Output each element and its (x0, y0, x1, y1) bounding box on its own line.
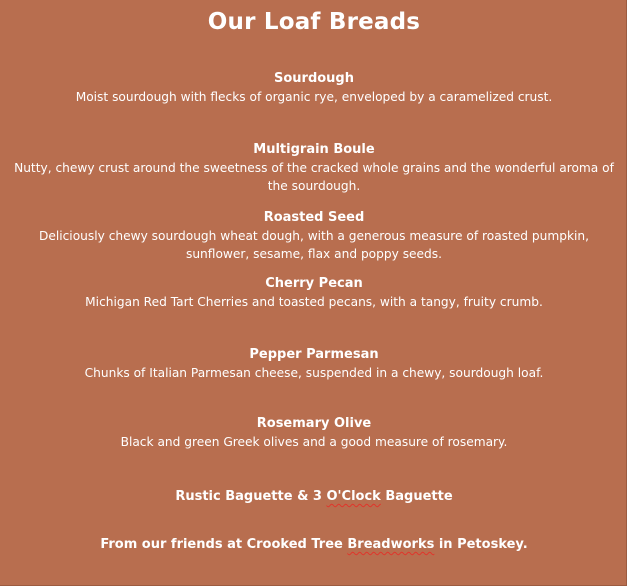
baguette-line (0, 488, 628, 506)
credit-suffix: in Petoskey. (434, 537, 528, 552)
bread-name: Multigrain Boule (253, 142, 375, 157)
credit-line (0, 536, 628, 554)
bread-description: Nutty, chewy crust around the sweetness of the cracked whole grains and the wonderful aroma of the sourdough. (14, 161, 614, 193)
baguette-prefix: Rustic Baguette & 3 (175, 489, 327, 504)
spellcheck-flagged-word: O'Clock (326, 489, 381, 504)
bread-item-roasted-seed (10, 209, 618, 263)
bread-description: Chunks of Italian Parmesan cheese, suspended in a chewy, sourdough loaf. (84, 366, 544, 380)
bread-description: Michigan Red Tart Cherries and toasted pecans, with a tangy, fruity crumb. (85, 295, 543, 309)
bread-item-multigrain-boule (10, 141, 618, 195)
bread-name: Roasted Seed (263, 210, 365, 225)
bread-name: Pepper Parmesan (249, 347, 379, 362)
spellcheck-flagged-word: Breadworks (347, 537, 435, 552)
bread-name: Cherry Pecan (265, 276, 363, 291)
bread-description: Black and green Greek olives and a good measure of rosemary. (120, 435, 508, 449)
bread-description: Deliciously chewy sourdough wheat dough, with a generous measure of roasted pumpkin, sunflower, sesame, flax and poppy seeds. (38, 229, 590, 261)
bread-item-pepper-parmesan (10, 346, 618, 382)
baguette-suffix: Baguette (380, 489, 453, 504)
bread-description: Moist sourdough with flecks of organic rye, enveloped by a caramelized crust. (75, 90, 553, 104)
page-title: Our Loaf Breads (207, 9, 421, 35)
bread-item-sourdough (10, 70, 618, 106)
bread-item-rosemary-olive (10, 415, 618, 451)
credit-prefix: From our friends at Crooked Tree (100, 537, 348, 552)
bread-name: Rosemary Olive (256, 416, 372, 431)
bread-name: Sourdough (273, 71, 354, 86)
bread-item-cherry-pecan (10, 275, 618, 311)
